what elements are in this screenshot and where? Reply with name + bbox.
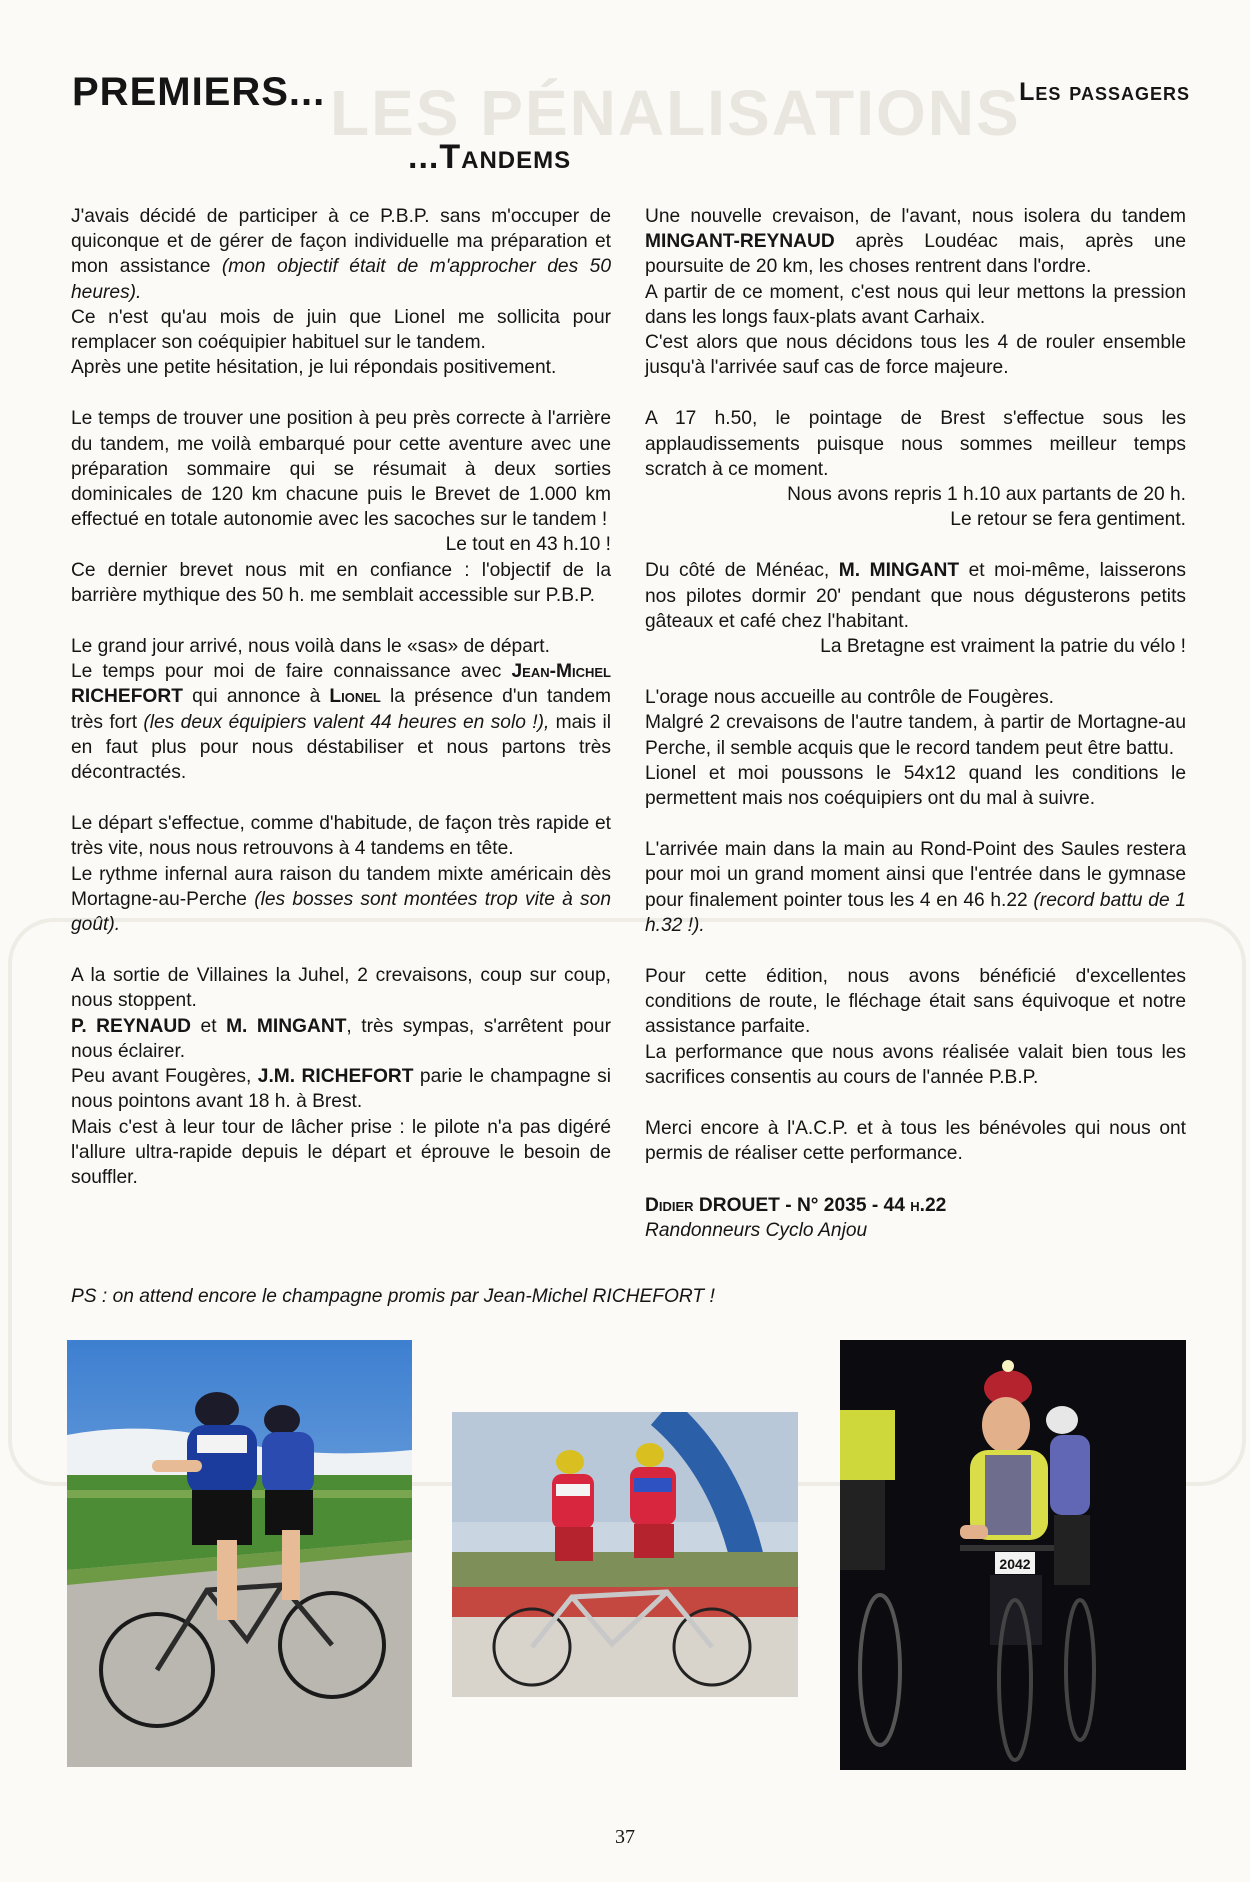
paragraph: C'est alors que nous décidons tous les 4 de rouler ensemble jusqu'à l'arrivée sauf cas de force majeure. <box>645 332 1186 379</box>
paragraph: P. REYNAUD et M. MINGANT, très sympas, s'arrêtent pour nous éclairer. <box>71 1015 611 1062</box>
photo-tandem-arch <box>452 1412 798 1697</box>
paragraph: Lionel et moi poussons le 54x12 quand les conditions le permettent mais nos coéquipiers ont du mal à suivre. <box>645 762 1186 810</box>
paragraph: A la sortie de Villaines la Juhel, 2 crevaisons, coup sur coup, nous stoppent. <box>71 965 611 1012</box>
paragraph: Merci encore à l'A.C.P. et à tous les bénévoles qui nous ont permis de réaliser cette performance. <box>645 1118 1186 1165</box>
paragraph: Nous avons repris 1 h.10 aux partants de 20 h. <box>787 484 1186 506</box>
paragraph: Ce n'est qu'au mois de juin que Lionel me sollicita pour remplacer son coéquipier habituel sur le tandem. <box>71 306 611 354</box>
race-number-plate: 2042 <box>999 1556 1031 1572</box>
paragraph: La Bretagne est vraiment la patrie du vélo ! <box>820 636 1186 658</box>
paragraph: Le rythme infernal aura raison du tandem mixte américain dès Mortagne-au-Perche (les bosses sont montées trop vite à son goût). <box>71 863 611 936</box>
paragraph: Le temps pour moi de faire connaissance avec Jean-Michel RICHEFORT qui annonce à Lionel la présence d'un tandem très fort (les deux équipiers valent 44 heures en solo !), mais il en faut plus pour nous déstabiliser et nous partons très décontractés. <box>71 661 612 784</box>
paragraph: L'orage nous accueille au contrôle de Fougères. <box>645 687 1054 709</box>
paragraph: Mais c'est à leur tour de lâcher prise : le pilote n'a pas digéré l'allure ultra-rapide depuis le départ et éprouve le besoin de souffler. <box>71 1116 611 1188</box>
right-column <box>645 204 1186 1243</box>
photo-tandem-road <box>67 1340 412 1767</box>
paragraph: Le départ s'effectue, comme d'habitude, de façon très rapide et très vite, nous nous retrouvons à 4 tandems en tête. <box>71 813 611 860</box>
article-subtitle: ...Tandems <box>408 138 572 176</box>
paragraph: Une nouvelle crevaison, de l'avant, nous isolera du tandem MINGANT-REYNAUD après Loudéac mais, après une poursuite de 20 km, les choses rentrent dans l'ordre. <box>645 206 1186 278</box>
paragraph: Le tout en 43 h.10 ! <box>445 534 611 556</box>
paragraph: Après une petite hésitation, je lui répondais positivement. <box>71 357 557 379</box>
paragraph: La performance que nous avons réalisée valait bien tous les sacrifices consentis au cours de l'année P.B.P. <box>645 1041 1186 1088</box>
photo-riders-night <box>840 1340 1186 1770</box>
author-club: Randonneurs Cyclo Anjou <box>645 1219 868 1241</box>
author-signature: Didier DROUET - N° 2035 - 44 h.22 <box>645 1194 947 1216</box>
paragraph: Ce dernier brevet nous mit en confiance : l'objectif de la barrière mythique des 50 h. me semblait accessible sur P.B.P. <box>71 559 611 606</box>
paragraph: Le temps de trouver une position à peu près correcte à l'arrière du tandem, me voilà embarqué pour cette aventure avec une préparation sommaire qui se résumait à deux sorties dominicales de 120 km chacune puis le Brevet de 1.000 km effectué en totale autonomie avec les sacoches sur le tandem ! <box>71 408 611 531</box>
left-column <box>71 204 611 1190</box>
paragraph: Du côté de Ménéac, M. MINGANT et moi-même, laisserons nos pilotes dormir 20' pendant que nous dégusterons petits gâteaux et café chez l'habitant. <box>645 560 1186 632</box>
paragraph: L'arrivée main dans la main au Rond-Point des Saules restera pour moi un grand moment ainsi que l'entrée dans le gymnase pour finalement pointer tous les 4 en 46 h.22 (record battu de 1 h.32 !). <box>645 839 1186 936</box>
bleed-through-heading: LES PÉNALISATIONS <box>330 77 1021 149</box>
paragraph: Le retour se fera gentiment. <box>950 509 1186 531</box>
paragraph: Le grand jour arrivé, nous voilà dans le «sas» de départ. <box>71 636 550 658</box>
paragraph: J'avais décidé de participer à ce P.B.P. sans m'occuper de quiconque et de gérer de façon individuelle ma préparation et mon assistance (mon objectif était de m'approcher des 50 heures). <box>71 206 611 303</box>
page-number: 37 <box>615 1826 635 1848</box>
paragraph: Peu avant Fougères, J.M. RICHEFORT parie le champagne si nous pointons avant 18 h. à Brest. <box>71 1066 611 1113</box>
section-label: Les passagers <box>1019 78 1190 106</box>
postscript: PS : on attend encore le champagne promis par Jean-Michel RICHEFORT ! <box>71 1286 715 1307</box>
paragraph: Malgré 2 crevaisons de l'autre tandem, à partir de Mortagne-au Perche, il semble acquis que le record tandem peut être battu. <box>645 712 1186 759</box>
paragraph: Pour cette édition, nous avons bénéficié d'excellentes conditions de route, le fléchage était sans équivoque et notre assistance parfaite. <box>645 966 1186 1038</box>
paragraph: A 17 h.50, le pointage de Brest s'effectue sous les applaudissements puisque nous sommes meilleur temps scratch à ce moment. <box>645 408 1186 480</box>
page-title: PREMIERS... <box>72 70 326 114</box>
paragraph: A partir de ce moment, c'est nous qui leur mettons la pression dans les longs faux-plats avant Carhaix. <box>645 281 1186 328</box>
